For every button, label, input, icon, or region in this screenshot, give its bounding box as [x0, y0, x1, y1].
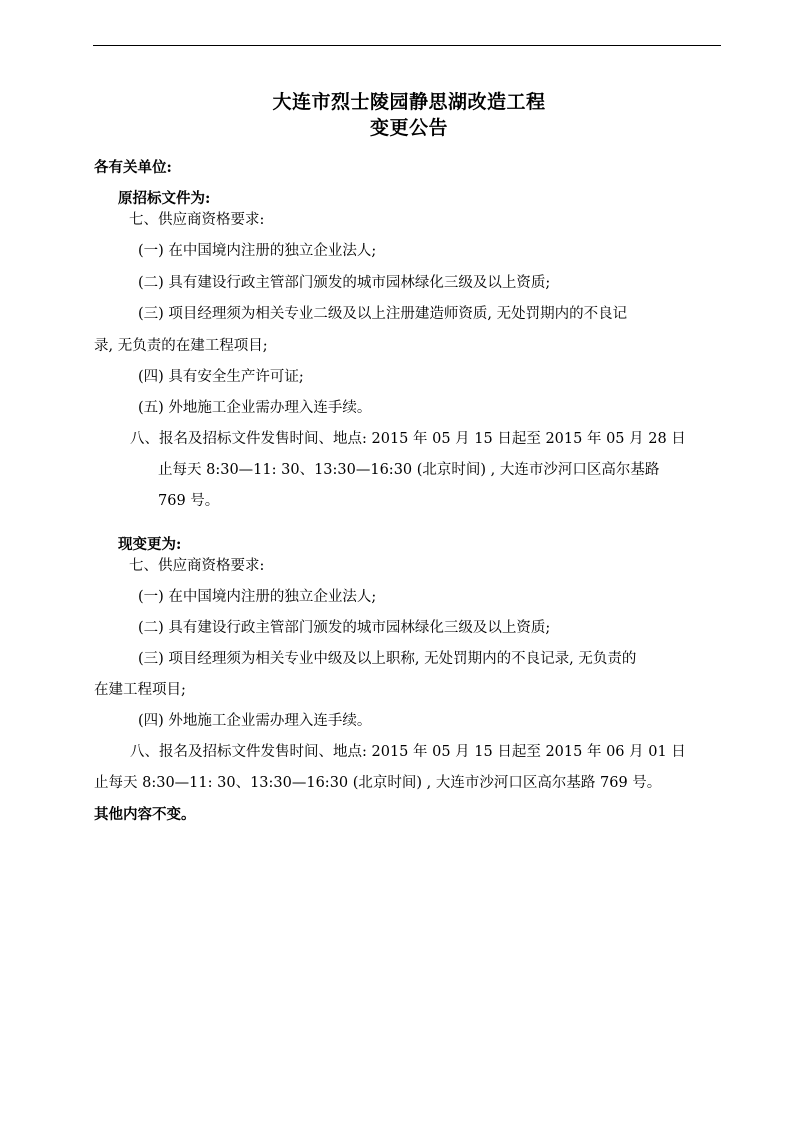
original-item-4: (四) 具有安全生产许可证; — [138, 369, 304, 385]
original-item-5: (五) 外地施工企业需办理入连手续。 — [138, 400, 372, 416]
changed-section8-line-1: 八、报名及招标文件发售时间、地点: 2015 年 05 月 15 日起至 2015 年 06 月 01 日 — [130, 744, 686, 760]
original-section7-heading: 七、供应商资格要求: — [129, 212, 265, 228]
salutation: 各有关单位: — [94, 159, 172, 176]
closing-statement: 其他内容不变。 — [94, 806, 196, 823]
original-heading: 原招标文件为: — [118, 190, 211, 207]
changed-heading: 现变更为: — [118, 536, 182, 553]
changed-section7-heading: 七、供应商资格要求: — [129, 558, 265, 574]
changed-item-1: (一) 在中国境内注册的独立企业法人; — [138, 589, 377, 605]
document-title: 大连市烈士陵园静思湖改造工程 — [272, 91, 546, 113]
original-item-3: (三) 项目经理须为相关专业二级及以上注册建造师资质, 无处罚期内的不良记 — [138, 306, 628, 322]
original-item-1: (一) 在中国境内注册的独立企业法人; — [138, 243, 377, 259]
header-rule — [93, 45, 721, 46]
changed-item-4: (四) 外地施工企业需办理入连手续。 — [138, 713, 372, 729]
changed-item-3: (三) 项目经理须为相关专业中级及以上职称, 无处罚期内的不良记录, 无负责的 — [138, 651, 637, 667]
original-item-3-cont: 录, 无负责的在建工程项目; — [94, 338, 268, 354]
changed-item-3-cont: 在建工程项目; — [94, 682, 186, 698]
changed-item-2: (二) 具有建设行政主管部门颁发的城市园林绿化三级及以上资质; — [138, 620, 551, 636]
document-subtitle: 变更公告 — [369, 117, 448, 139]
original-section8-line-3: 769 号。 — [158, 493, 220, 509]
changed-section8-line-2: 止每天 8:30—11: 30、13:30—16:30 (北京时间) , 大连市沙河口区高尔基路 769 号。 — [94, 775, 662, 791]
original-section8-line-1: 八、报名及招标文件发售时间、地点: 2015 年 05 月 15 日起至 2015 年 05 月 28 日 — [130, 431, 686, 447]
original-item-2: (二) 具有建设行政主管部门颁发的城市园林绿化三级及以上资质; — [138, 275, 551, 291]
original-section8-line-2: 止每天 8:30—11: 30、13:30—16:30 (北京时间) , 大连市沙河口区高尔基路 — [158, 462, 660, 478]
